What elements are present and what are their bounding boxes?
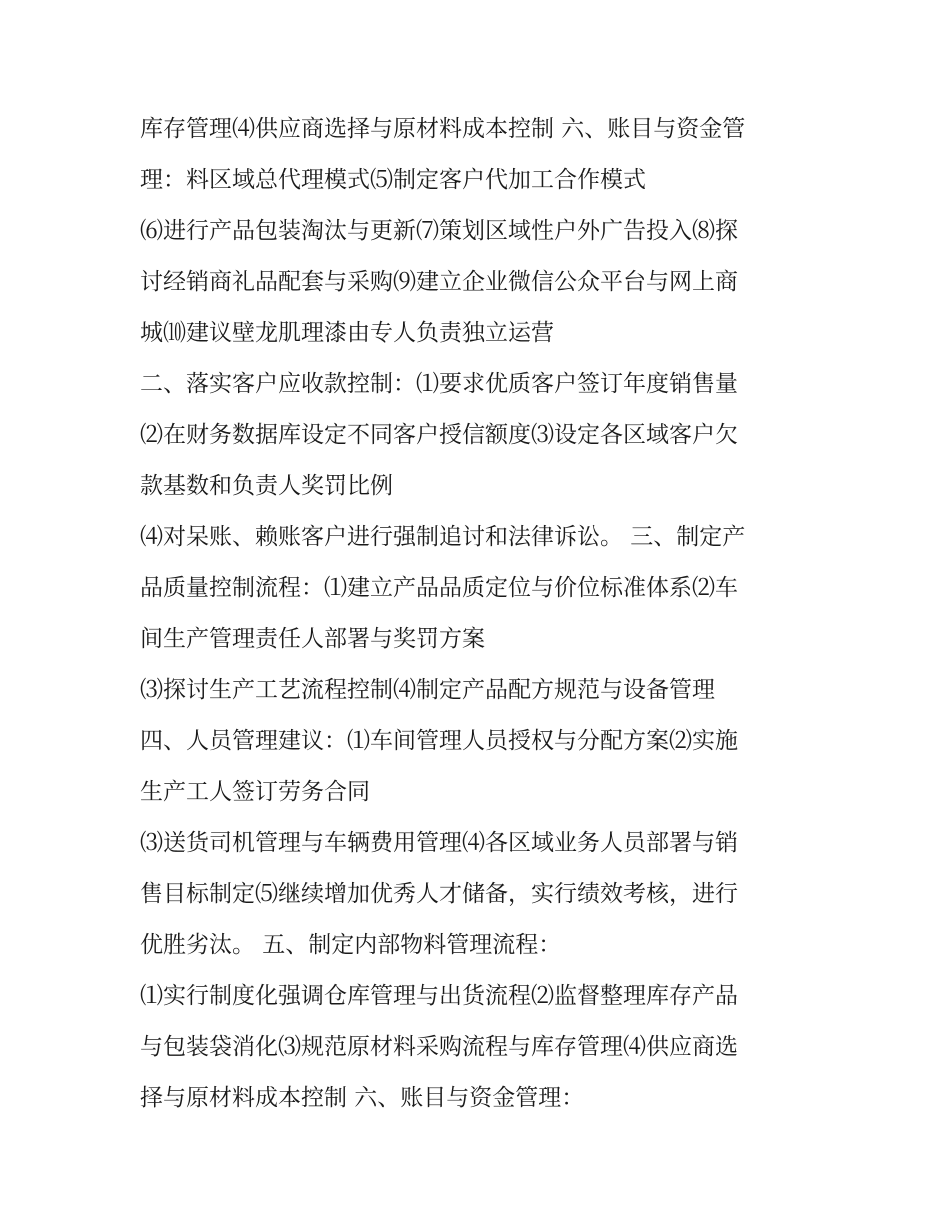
text-line-5: 城⑽建议壁龙肌理漆由专人负责独立运营	[140, 320, 554, 346]
text-line-14: 生产工人签订劳务合同	[140, 779, 370, 805]
text-line-9: ⑷对呆账、赖账客户进行强制追讨和法律诉讼。 三、制定产	[140, 524, 746, 550]
text-line-20: 择与原材料成本控制 六、账目与资金管理：	[140, 1085, 585, 1111]
text-line-3: ⑹进行产品包装淘汰与更新⑺策划区域性户外广告投入⑻探	[140, 218, 738, 244]
text-line-12: ⑶探讨生产工艺流程控制⑷制定产品配方规范与设备管理	[140, 677, 715, 703]
text-line-11: 间生产管理责任人部署与奖罚方案	[140, 626, 485, 652]
text-line-1: 库存管理⑷供应商选择与原材料成本控制 六、账目与资金管	[140, 116, 746, 142]
text-line-16: 售目标制定⑸继续增加优秀人才储备，实行绩效考核，进行	[140, 881, 738, 907]
text-line-7: ⑵在财务数据库设定不同客户授信额度⑶设定各区域客户欠	[140, 422, 738, 448]
text-line-17: 优胜劣汰。 五、制定内部物料管理流程：	[140, 932, 562, 958]
text-line-15: ⑶送货司机管理与车辆费用管理⑷各区域业务人员部署与销	[140, 830, 738, 856]
text-line-19: 与包装袋消化⑶规范原材料采购流程与库存管理⑷供应商选	[140, 1034, 738, 1060]
text-line-8: 款基数和负责人奖罚比例	[140, 473, 393, 499]
document-body	[140, 104, 820, 1124]
text-line-6: 二、落实客户应收款控制：⑴要求优质客户签订年度销售量	[140, 371, 738, 397]
text-line-13: 四、人员管理建议：⑴车间管理人员授权与分配方案⑵实施	[140, 728, 738, 754]
text-line-2: 理：料区域总代理模式⑸制定客户代加工合作模式	[140, 167, 646, 193]
text-line-10: 品质量控制流程：⑴建立产品品质定位与价位标准体系⑵车	[140, 575, 738, 601]
text-line-18: ⑴实行制度化强调仓库管理与出货流程⑵监督整理库存产品	[140, 983, 738, 1009]
text-line-4: 讨经销商礼品配套与采购⑼建立企业微信公众平台与网上商	[140, 269, 738, 295]
